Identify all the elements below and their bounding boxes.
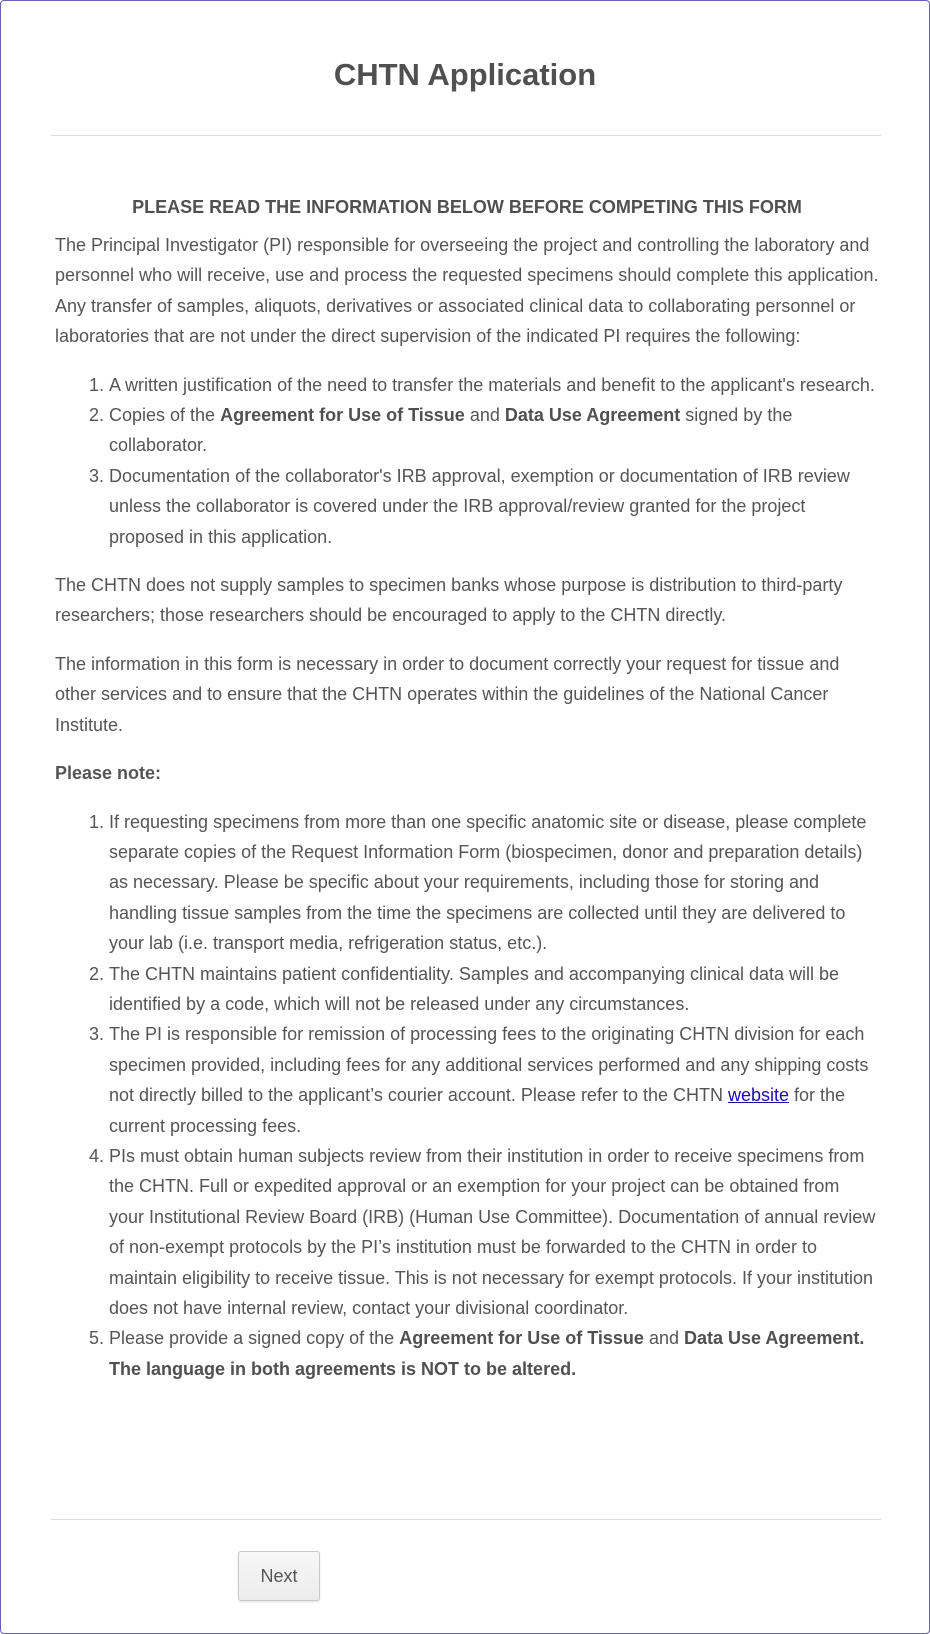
intro-paragraph: The Principal Investigator (PI) responsible for overseeing the project and controlling the laboratory and personnel who will receive, use and process the requested specimens should complete this application. Any transfer of samples, aliquots, derivatives or associated clinical data to collaborating personnel or laboratories that are not under the direct supervision of the indicated PI requires the following: [55, 235, 879, 347]
website-link[interactable]: website [727, 1085, 790, 1106]
list-item-text: signed by the collaborator. [109, 405, 793, 456]
transfer-requirements-list [55, 370, 879, 552]
page-title: CHTN Application [333, 57, 597, 92]
form-purpose-paragraph: The information in this form is necessary in order to document correctly your request for tissue and other services and to ensure that the CHTN operates within the guidelines of the National Cancer Institute. [55, 653, 840, 735]
list-item [109, 1323, 879, 1384]
list-item [109, 1019, 879, 1141]
instructions-heading: PLEASE READ THE INFORMATION BELOW BEFORE COMPETING THIS FORM [132, 197, 802, 217]
list-item [109, 400, 879, 461]
list-item: 3. Documentation of the collaborator's IRB approval, exemption or documentation of IRB review unless the collaborator is covered under the IRB approval/review granted for the project proposed in this application. [109, 461, 879, 552]
please-note-label: Please note: [55, 763, 162, 784]
agreement-tissue-label: Agreement for Use of Tissue [220, 405, 465, 426]
list-item-text: for the current processing fees. [109, 1085, 846, 1136]
list-item-text: and [643, 1328, 684, 1349]
list-item: 1. A written justification of the need to transfer the materials and benefit to the applicant's research. [109, 370, 879, 400]
list-item-text: Copies of the [109, 405, 221, 426]
data-use-agreement-label: Data Use Agreement [504, 405, 681, 426]
list-item: 4. PIs must obtain human subjects review from their institution in order to receive specimens from the CHTN. Full or expedited approval or an exemption for your project can be obtained from your Institutional Review Board (IRB) (Human Use Committee). Documentation of annual review of non-exempt protocols by the PI’s institution must be forwarded to the CHTN in order to maintain eligibility to receive tissue. This is not necessary for exempt protocols. If your institution does not have internal review, contact your divisional coordinator. [109, 1141, 879, 1323]
instructions-section [55, 195, 879, 1402]
list-item-text: and [464, 405, 505, 426]
header-divider [51, 135, 881, 136]
next-button[interactable]: Next [238, 1551, 320, 1601]
agreement-tissue-label: Agreement for Use of Tissue [399, 1328, 644, 1349]
list-item: 1. If requesting specimens from more than one specific anatomic site or disease, please complete separate copies of the Request Information Form (biospecimen, donor and preparation details) as necessary. Please be specific about your requirements, including those for storing and handling tissue samples from the time the specimens are collected until they are delivered to your lab (i.e. transport media, refrigeration status, etc.). [109, 807, 879, 959]
footer-divider [51, 1519, 881, 1520]
list-item-text: The PI is responsible for remission of processing fees to the originating CHTN division for each specimen provided, including fees for any additional services performed and any shipping costs not directly billed to the applicant’s courier account. Please refer to the CHTN [109, 1024, 869, 1106]
data-use-agreement-notice: Data Use Agreement. The language in both agreements is NOT to be altered. [109, 1328, 865, 1379]
notes-list [55, 807, 879, 1385]
list-item: 2. The CHTN maintains patient confidentiality. Samples and accompanying clinical data will be identified by a code, which will not be released under any circumstances. [109, 959, 879, 1020]
list-item-text: Please provide a signed copy of the [109, 1328, 400, 1349]
specimen-banks-paragraph: The CHTN does not supply samples to specimen banks whose purpose is distribution to third-party researchers; those researchers should be encouraged to apply to the CHTN directly. [55, 575, 843, 626]
